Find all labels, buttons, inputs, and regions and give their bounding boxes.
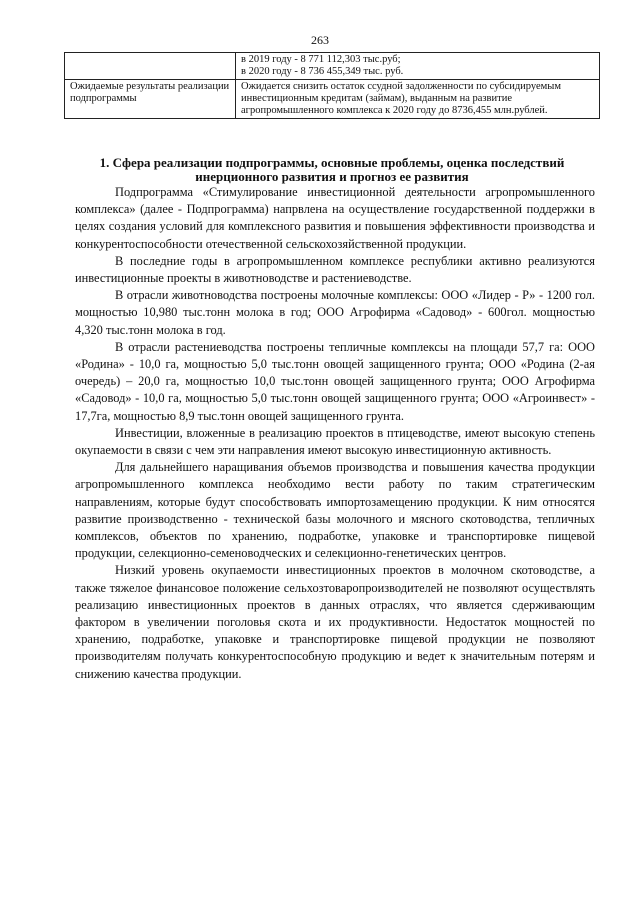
paragraph: В отрасли растениеводства построены тепличные комплексы на площади 57,7 га: ООО «Родина» - 10,0 га, мощностью 5,0 тыс.тонн овощей защищенного грунта; ООО «Родина (2-ая очередь) – 20,0 га, мощностью 10,0 тыс.тонн овощей защищенного грунта; ООО Агрофирма «Садовод» - 10,0 га, мощностью 5,0 тыс.тонн овощей защищенного грунта; ООО «Агроинвест» - 17,7га, мощностью 8,9 тыс.тонн овощей защищенного грунта.: [75, 339, 595, 423]
paragraph: В отрасли животноводства построены молочные комплексы: ООО «Лидер - Р» - 1200 гол. мощностью 10,980 тыс.тонн молока в год; ООО Агрофирма «Садовод» - 600гол. мощностью 4,320 тыс.тонн молока в год.: [75, 288, 595, 337]
paragraph: Для дальнейшего наращивания объемов производства и повышения качества продукции агропромышленного комплекса необходимо вести работу по таким стратегическим направлениям, которые будут способствовать импортозамещению продукции. К ним относятся развитие производственно - технической базы молочного и мясного скотоводства, тепличных комплексов, объектов по хранению, подработке, упаковке и транспортировке пищевой продукции, селекционно-семеноводческих и селекционно-генетических центров.: [75, 460, 595, 561]
paragraph: Инвестиции, вложенные в реализацию проектов в птицеводстве, имеют высокую степень окупаемости в связи с чем эти направления имеют высокую инвестиционную активность.: [75, 425, 595, 458]
expected-results-value: Ожидается снизить остаток ссудной задолженности по субсидируемым инвестиционным кредитам (займам), выданным на развитие агропромышленного комплекса к 2020 году до 8736,455 млн.рублей.: [236, 80, 600, 119]
page-number: 263: [311, 33, 329, 47]
paragraph: Подпрограмма «Стимулирование инвестиционной деятельности агропромышленного комплекса» (далее - Подпрограмма) напрвлена на осуществление государственной поддержки в целях создания условий для комплексного развития и повышения эффективности производства и конкурентоспособности отечественной сельскохозяйственной продукции.: [75, 185, 595, 251]
subprogram-passport-table: [64, 52, 600, 119]
funding-2019: в 2019 году - 8 771 112,303 тыс.руб;: [241, 54, 401, 65]
body-text: [75, 184, 595, 683]
funding-2020: в 2020 году - 8 736 455,349 тыс. руб.: [241, 66, 404, 77]
section-title: 1. Сфера реализации подпрограммы, основные проблемы, оценка последствий инерционного развития и прогноз ее развития: [99, 155, 565, 184]
table-cell-value: [236, 53, 600, 80]
table-cell-label: [65, 53, 236, 80]
table-row: [65, 80, 600, 119]
expected-results-label: Ожидаемые результаты реализации подпрограммы: [65, 80, 236, 119]
paragraph: В последние годы в агропромышленном комплексе республики активно реализуются инвестиционные проекты в животноводстве и растениеводстве.: [75, 253, 595, 286]
paragraph: Низкий уровень окупаемости инвестиционных проектов в молочном скотоводстве, а также тяжелое финансовое положение сельхозтоваропроизводителей не позволяют осуществлять реализацию инвестиционных проектов в данных отраслях, что является сдерживающим фактором в увеличении поголовья скота и их продуктивности. Недостаток мощностей по хранению, подработке, упаковке и транспортировке пищевой продукции не позволяют производителям получать конкурентоспособную продукцию и ведет к значительным потерям и снижению качества продукции.: [75, 563, 595, 681]
table-row: [65, 53, 600, 80]
